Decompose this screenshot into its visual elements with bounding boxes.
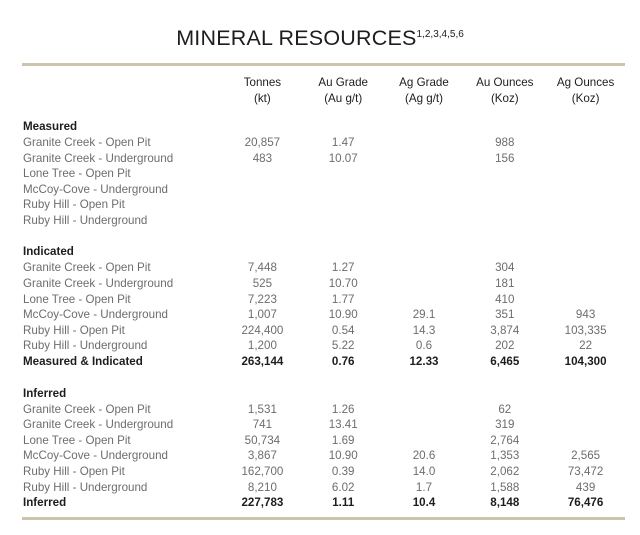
table-row-label: Granite Creek - Open Pit bbox=[23, 135, 151, 149]
page-title-footnote-refs: 1,2,3,4,5,6 bbox=[416, 28, 464, 40]
table-row-tonnes: 1,531 bbox=[247, 402, 277, 416]
table-row-au-ounces bbox=[464, 213, 545, 229]
section-heading-filler bbox=[222, 118, 626, 135]
table-row-ag-grade bbox=[384, 292, 465, 308]
table-row-label: Lone Tree - Open Pit bbox=[23, 433, 131, 447]
section-heading-label: Indicated bbox=[23, 245, 74, 259]
page-title bbox=[176, 26, 464, 51]
table-body bbox=[22, 118, 626, 511]
column-header-ag-grade-line2: (Ag g/t) bbox=[404, 92, 443, 106]
table-row-ag-ounces: 439 bbox=[575, 480, 596, 494]
section-heading-label: Measured bbox=[23, 119, 78, 133]
table-row-label: Ruby Hill - Underground bbox=[23, 339, 148, 353]
table-row-tonnes: 483 bbox=[252, 151, 273, 165]
table-row bbox=[22, 260, 626, 276]
table-row bbox=[22, 402, 626, 418]
table-row bbox=[22, 213, 626, 229]
table-row-ag-ounces: 73,472 bbox=[567, 465, 604, 478]
table-row-label: Granite Creek - Underground bbox=[23, 151, 174, 165]
table-row bbox=[22, 417, 626, 433]
section-spacer-cell bbox=[22, 228, 626, 243]
table-row-au-ounces bbox=[464, 182, 545, 198]
table-row-ag-ounces bbox=[545, 182, 626, 198]
table-row-au-grade: 10.90 bbox=[328, 449, 358, 463]
section-spacer bbox=[22, 370, 626, 385]
table-row-au-ounces: 181 bbox=[495, 277, 515, 291]
table-row-tonnes: 7,223 bbox=[247, 292, 277, 306]
table-total-row-au-grade: 0.76 bbox=[331, 355, 355, 369]
table-row-tonnes: 224,400 bbox=[241, 323, 284, 337]
column-header-au-grade bbox=[303, 66, 384, 118]
table-row-ag-ounces: 943 bbox=[575, 308, 596, 322]
table-row-label: McCoy-Cove - Underground bbox=[23, 182, 168, 196]
table-row-ag-grade: 1.7 bbox=[415, 480, 433, 494]
table-row-ag-grade: 20.6 bbox=[412, 449, 436, 463]
section-heading-filler bbox=[222, 385, 626, 402]
section-heading-label: Inferred bbox=[23, 386, 67, 400]
table-row-au-grade bbox=[303, 166, 384, 182]
column-header-ag-ounces-line1: Ag Ounces bbox=[556, 76, 615, 89]
section-heading-filler bbox=[222, 243, 626, 260]
table-row-tonnes: 162,700 bbox=[241, 465, 284, 478]
table-row-au-ounces: 2,062 bbox=[490, 465, 520, 478]
table-row-ag-grade: 0.6 bbox=[415, 339, 433, 353]
table-row-tonnes: 1,007 bbox=[247, 308, 277, 322]
table-total-row-label: Measured & Indicated bbox=[23, 355, 143, 369]
table-total-row-au-ounces: 6,465 bbox=[490, 355, 520, 369]
table-row-tonnes: 8,210 bbox=[247, 480, 277, 494]
table-row-ag-ounces bbox=[545, 166, 626, 182]
table-row-au-ounces: 3,874 bbox=[490, 323, 520, 337]
table-row bbox=[22, 182, 626, 198]
table-row-tonnes: 7,448 bbox=[247, 261, 277, 275]
table-row-tonnes bbox=[222, 197, 303, 213]
table-total-row-ag-ounces: 104,300 bbox=[564, 355, 607, 369]
table-row-ag-grade bbox=[384, 135, 465, 151]
table-row-au-ounces: 1,353 bbox=[490, 449, 520, 463]
section-heading-row bbox=[22, 118, 626, 135]
table-row-ag-ounces: 22 bbox=[579, 339, 593, 353]
table-row-au-ounces: 202 bbox=[495, 339, 515, 353]
table-row-label: Ruby Hill - Open Pit bbox=[23, 465, 125, 478]
table-row-ag-ounces bbox=[545, 276, 626, 292]
table-total-row bbox=[22, 354, 626, 370]
table-row-ag-ounces bbox=[545, 402, 626, 418]
table-row-ag-grade: 29.1 bbox=[412, 308, 436, 322]
table-row-tonnes: 525 bbox=[252, 277, 273, 291]
column-header-au-ounces-line1: Au Ounces bbox=[476, 76, 534, 89]
table-row-ag-grade bbox=[384, 213, 465, 229]
table-row-ag-ounces bbox=[545, 151, 626, 167]
column-header-tonnes-line1: Tonnes bbox=[243, 76, 282, 89]
table-row-au-ounces: 988 bbox=[495, 135, 515, 149]
table-row-ag-grade bbox=[384, 417, 465, 433]
table-row bbox=[22, 197, 626, 213]
table-row-au-grade: 13.41 bbox=[328, 418, 358, 432]
table-row-label: Ruby Hill - Open Pit bbox=[23, 198, 125, 212]
table-row-ag-grade: 14.0 bbox=[412, 465, 436, 478]
table-row-ag-ounces: 103,335 bbox=[564, 323, 607, 337]
table-row bbox=[22, 135, 626, 151]
table-row-label: Granite Creek - Underground bbox=[23, 277, 174, 291]
table-header-row bbox=[22, 66, 626, 118]
table-total-row-tonnes: 227,783 bbox=[241, 496, 284, 510]
table-row-au-grade: 0.39 bbox=[331, 465, 355, 478]
table-row-tonnes: 741 bbox=[252, 418, 273, 432]
table-row-label: Ruby Hill - Underground bbox=[23, 480, 148, 494]
table-row-ag-grade bbox=[384, 402, 465, 418]
table-bottom-rule bbox=[22, 517, 625, 520]
table-row bbox=[22, 151, 626, 167]
table-header bbox=[22, 66, 626, 118]
table-row-ag-ounces bbox=[545, 197, 626, 213]
table-row-ag-ounces bbox=[545, 433, 626, 449]
table-row-au-ounces: 62 bbox=[498, 402, 512, 416]
table-row-au-grade: 10.07 bbox=[328, 151, 358, 165]
column-header-au-grade-line1: Au Grade bbox=[318, 76, 368, 89]
table-row-au-grade: 6.02 bbox=[331, 480, 355, 494]
table-row-au-grade: 0.54 bbox=[331, 323, 355, 337]
table-row-au-grade: 10.70 bbox=[328, 277, 358, 291]
table-row-ag-grade: 14.3 bbox=[412, 323, 436, 337]
column-header-au-ounces-line2: (Koz) bbox=[490, 92, 519, 106]
table-row-ag-ounces bbox=[545, 292, 626, 308]
table-row-ag-grade bbox=[384, 433, 465, 449]
table-row-label: Granite Creek - Open Pit bbox=[23, 261, 151, 275]
table-total-row-ag-ounces: 76,476 bbox=[567, 496, 604, 510]
table-row bbox=[22, 323, 626, 339]
table-row-ag-grade bbox=[384, 182, 465, 198]
table-row bbox=[22, 307, 626, 323]
table-total-row-ag-grade: 10.4 bbox=[412, 496, 436, 510]
table-row bbox=[22, 276, 626, 292]
column-header-tonnes-line2: (kt) bbox=[254, 92, 271, 106]
table-row bbox=[22, 448, 626, 464]
table-row-label: Lone Tree - Open Pit bbox=[23, 292, 131, 306]
table-row-au-grade bbox=[303, 182, 384, 198]
table-total-row bbox=[22, 495, 626, 511]
mineral-resources-table bbox=[22, 66, 626, 511]
table-row-au-ounces: 156 bbox=[495, 151, 515, 165]
table-row-tonnes: 1,200 bbox=[247, 339, 277, 353]
table-row-au-grade bbox=[303, 197, 384, 213]
table-row-label: McCoy-Cove - Underground bbox=[23, 449, 168, 463]
title-block bbox=[0, 0, 640, 51]
column-header-au-ounces bbox=[464, 66, 545, 118]
table-row-tonnes bbox=[222, 213, 303, 229]
table-row-label: Lone Tree - Open Pit bbox=[23, 167, 131, 181]
table-row-au-grade: 1.27 bbox=[331, 261, 355, 275]
table-total-row-tonnes: 263,144 bbox=[241, 355, 284, 369]
table-row-label: Granite Creek - Underground bbox=[23, 418, 174, 432]
section-heading-row bbox=[22, 385, 626, 402]
section-spacer bbox=[22, 228, 626, 243]
column-header-au-grade-line2: (Au g/t) bbox=[324, 92, 363, 106]
column-header-ag-grade bbox=[384, 66, 465, 118]
table-row-ag-grade bbox=[384, 260, 465, 276]
table-row-au-ounces: 1,588 bbox=[490, 480, 520, 494]
table-row-au-grade: 1.47 bbox=[331, 135, 355, 149]
table-row-ag-grade bbox=[384, 276, 465, 292]
table-row bbox=[22, 464, 626, 480]
table-row-ag-ounces bbox=[545, 260, 626, 276]
table-row-au-grade: 10.90 bbox=[328, 308, 358, 322]
table-row-ag-grade bbox=[384, 197, 465, 213]
table-row-ag-ounces bbox=[545, 213, 626, 229]
table-row-au-ounces: 304 bbox=[495, 261, 515, 275]
table-row bbox=[22, 166, 626, 182]
table-total-row-au-grade: 1.11 bbox=[332, 496, 355, 510]
table-row-au-grade: 1.69 bbox=[331, 433, 355, 447]
section-heading-row bbox=[22, 243, 626, 260]
table-row-au-ounces bbox=[464, 197, 545, 213]
column-header-ag-ounces bbox=[545, 66, 626, 118]
table-row-tonnes: 50,734 bbox=[244, 433, 281, 447]
table-row bbox=[22, 433, 626, 449]
table-row-tonnes: 3,867 bbox=[247, 449, 277, 463]
table-row-ag-grade bbox=[384, 151, 465, 167]
table-row-label: Granite Creek - Open Pit bbox=[23, 402, 151, 416]
table-row-tonnes: 20,857 bbox=[244, 135, 281, 149]
column-header-name bbox=[22, 66, 222, 118]
table-row-ag-ounces bbox=[545, 417, 626, 433]
table-row-au-ounces: 351 bbox=[495, 308, 515, 322]
table-row-label: Ruby Hill - Open Pit bbox=[23, 323, 125, 337]
table-row-au-ounces: 319 bbox=[495, 418, 515, 432]
table-row bbox=[22, 292, 626, 308]
table-row-label: Ruby Hill - Underground bbox=[23, 213, 148, 227]
table-row-ag-grade bbox=[384, 166, 465, 182]
table-row-tonnes bbox=[222, 182, 303, 198]
section-spacer-cell bbox=[22, 370, 626, 385]
table-total-row-ag-grade: 12.33 bbox=[409, 355, 439, 369]
table-row-au-grade: 1.26 bbox=[331, 402, 355, 416]
table-row-au-ounces: 410 bbox=[495, 292, 515, 306]
table-row bbox=[22, 480, 626, 496]
column-header-ag-ounces-line2: (Koz) bbox=[571, 92, 600, 106]
table-row-au-ounces: 2,764 bbox=[490, 433, 520, 447]
table-row-ag-ounces bbox=[545, 135, 626, 151]
table-row-au-grade bbox=[303, 213, 384, 229]
column-header-ag-grade-line1: Ag Grade bbox=[399, 76, 449, 89]
table-total-row-label: Inferred bbox=[23, 496, 67, 510]
table-total-row-au-ounces: 8,148 bbox=[490, 496, 520, 510]
page-title-text: MINERAL RESOURCES bbox=[176, 26, 417, 50]
table-row-tonnes bbox=[222, 166, 303, 182]
column-header-tonnes bbox=[222, 66, 303, 118]
table-row-label: McCoy-Cove - Underground bbox=[23, 308, 168, 322]
table-row-au-grade: 5.22 bbox=[331, 339, 355, 353]
table-row-au-ounces bbox=[464, 166, 545, 182]
table-row-au-grade: 1.77 bbox=[331, 292, 355, 306]
table-row bbox=[22, 338, 626, 354]
table-row-ag-ounces: 2,565 bbox=[571, 449, 601, 463]
